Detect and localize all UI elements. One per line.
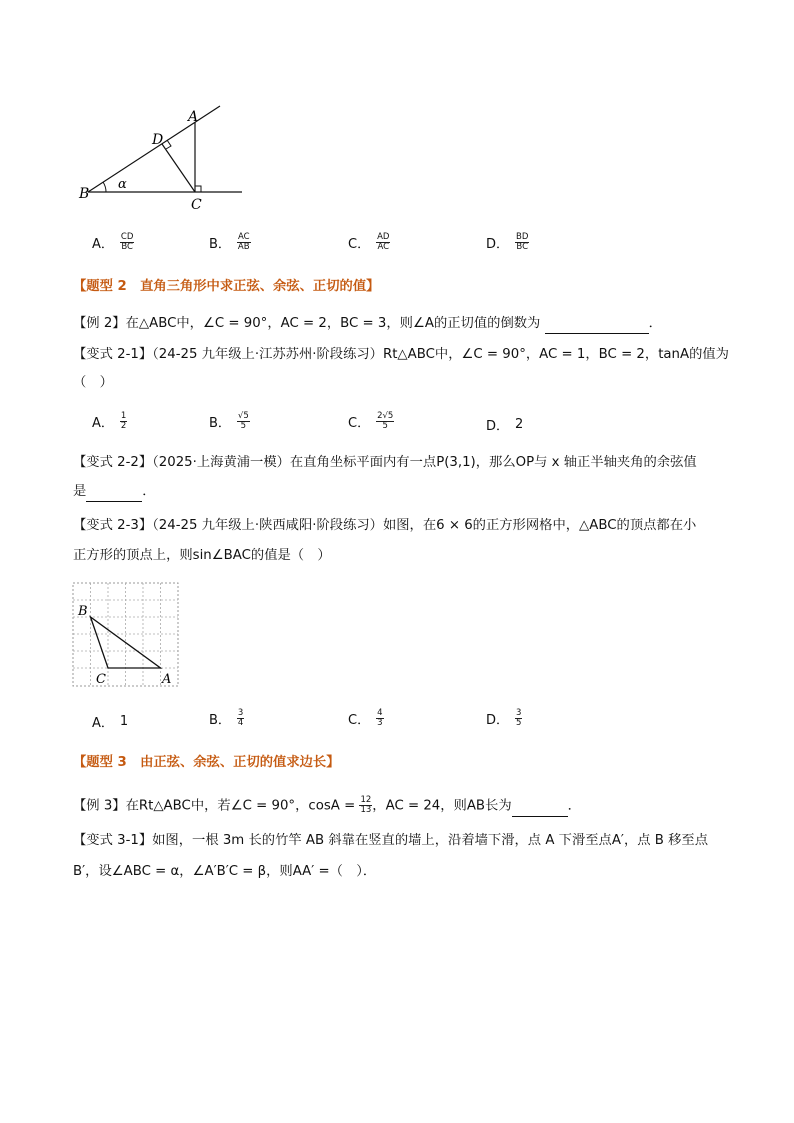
question-tag: 【变式 2-2】	[73, 455, 153, 470]
fraction: $\frac{3}{4}$	[237, 708, 244, 728]
q1-option-a[interactable]: A． $\frac{CD}{BC}$	[92, 232, 134, 252]
example-2: 【例 2】在△ABC中，∠C = 90°，AC = 2，BC = 3，则∠A的正切值的倒数为 ．	[73, 314, 662, 334]
v21-option-a[interactable]: A． $\frac{1}{2}$	[92, 411, 127, 431]
v23-option-b[interactable]: B． $\frac{3}{4}$	[209, 708, 244, 728]
grid-figure	[72, 582, 180, 688]
fraction: $\frac{12}{13}$	[360, 795, 372, 815]
q1-option-b[interactable]: B． $\frac{AC}{AB}$	[209, 232, 250, 252]
answer-blank[interactable]	[86, 487, 142, 502]
angle-label-alpha: α	[118, 177, 127, 192]
question-tag: 【变式 3-1】	[73, 833, 153, 848]
variant-2-3-line-2: 正方形的顶点上，则sin∠BAC的值是（ ）	[73, 548, 331, 563]
q1-option-c[interactable]: C． $\frac{AD}{AC}$	[348, 232, 390, 252]
fraction: $\frac{3}{5}$	[516, 708, 522, 728]
v21-option-b[interactable]: B． $\frac{√5}{5}$	[209, 411, 249, 431]
question-tag: 【例 2】	[73, 316, 126, 331]
example-3: 【例 3】在Rt△ABC中，若∠C = 90°，cosA = $\frac{12}{13}$ ，AC = 24，则AB长为 ．	[73, 795, 581, 815]
variant-2-1-line-1: 【变式 2-1】（24-25 九年级上·江苏苏州·阶段练习）Rt△ABC中，∠C = 90°，AC = 1，BC = 2，tanA的值为	[73, 347, 729, 362]
v23-option-d[interactable]: D． $\frac{3}{5}$	[486, 708, 522, 728]
variant-3-1-line-2: B′，设∠ABC = α，∠A′B′C = β，则AA′ =（ ）．	[73, 864, 377, 879]
question-tag: 【变式 2-1】	[73, 347, 153, 362]
fraction: $\frac{CD}{BC}$	[120, 232, 134, 252]
grid-point-b: B	[78, 604, 88, 619]
variant-2-2-line-2: 是 ．	[73, 482, 156, 502]
answer-blank[interactable]	[545, 319, 649, 334]
fraction: $\frac{4}{3}$	[377, 708, 383, 728]
v23-option-c[interactable]: C． $\frac{4}{3}$	[348, 708, 383, 728]
fraction: $\frac{1}{2}$	[120, 411, 127, 431]
fraction: $\frac{BD}{BC}$	[516, 232, 529, 252]
section-heading-3: 【题型 3 由正弦、余弦、正切的值求边长】	[73, 755, 340, 770]
triangle-figure-1	[70, 100, 260, 220]
v23-option-a[interactable]: A． 1	[92, 714, 129, 731]
section-heading-2: 【题型 2 直角三角形中求正弦、余弦、正切的值】	[73, 279, 380, 294]
point-label-c: C	[191, 197, 202, 213]
fraction: $\frac{2√5}{5}$	[377, 411, 394, 431]
v21-option-d[interactable]: D． 2	[486, 417, 524, 434]
fraction: $\frac{AD}{AC}$	[377, 232, 390, 252]
question-tag: 【例 3】	[73, 798, 126, 814]
variant-2-3-line-1: 【变式 2-3】（24-25 九年级上·陕西咸阳·阶段练习）如图，在6 × 6的正方形网格中，△ABC的顶点都在小	[73, 518, 697, 533]
question-tag: 【变式 2-3】	[73, 518, 153, 533]
grid-point-c: C	[96, 672, 106, 687]
q1-option-d[interactable]: D． $\frac{BD}{BC}$	[486, 232, 529, 252]
point-label-d: D	[152, 132, 164, 148]
grid-point-a: A	[162, 672, 172, 687]
variant-2-1-line-2: （ ）	[73, 375, 113, 390]
point-label-b: B	[79, 186, 90, 202]
variant-3-1-line-1: 【变式 3-1】如图，一根 3m 长的竹竿 AB 斜靠在竖直的墙上，沿着墙下滑，点 A 下滑至点A′，点 B 移至点	[73, 833, 709, 848]
variant-2-2-line-1: 【变式 2-2】（2025·上海黄浦一模）在直角坐标平面内有一点P(3,1)，那么OP与 x 轴正半轴夹角的余弦值	[73, 455, 697, 470]
point-label-a: A	[188, 109, 199, 125]
fraction: $\frac{AC}{AB}$	[237, 232, 250, 252]
v21-option-c[interactable]: C． $\frac{2√5}{5}$	[348, 411, 394, 431]
answer-blank[interactable]	[512, 802, 568, 817]
fraction: $\frac{√5}{5}$	[237, 411, 249, 431]
